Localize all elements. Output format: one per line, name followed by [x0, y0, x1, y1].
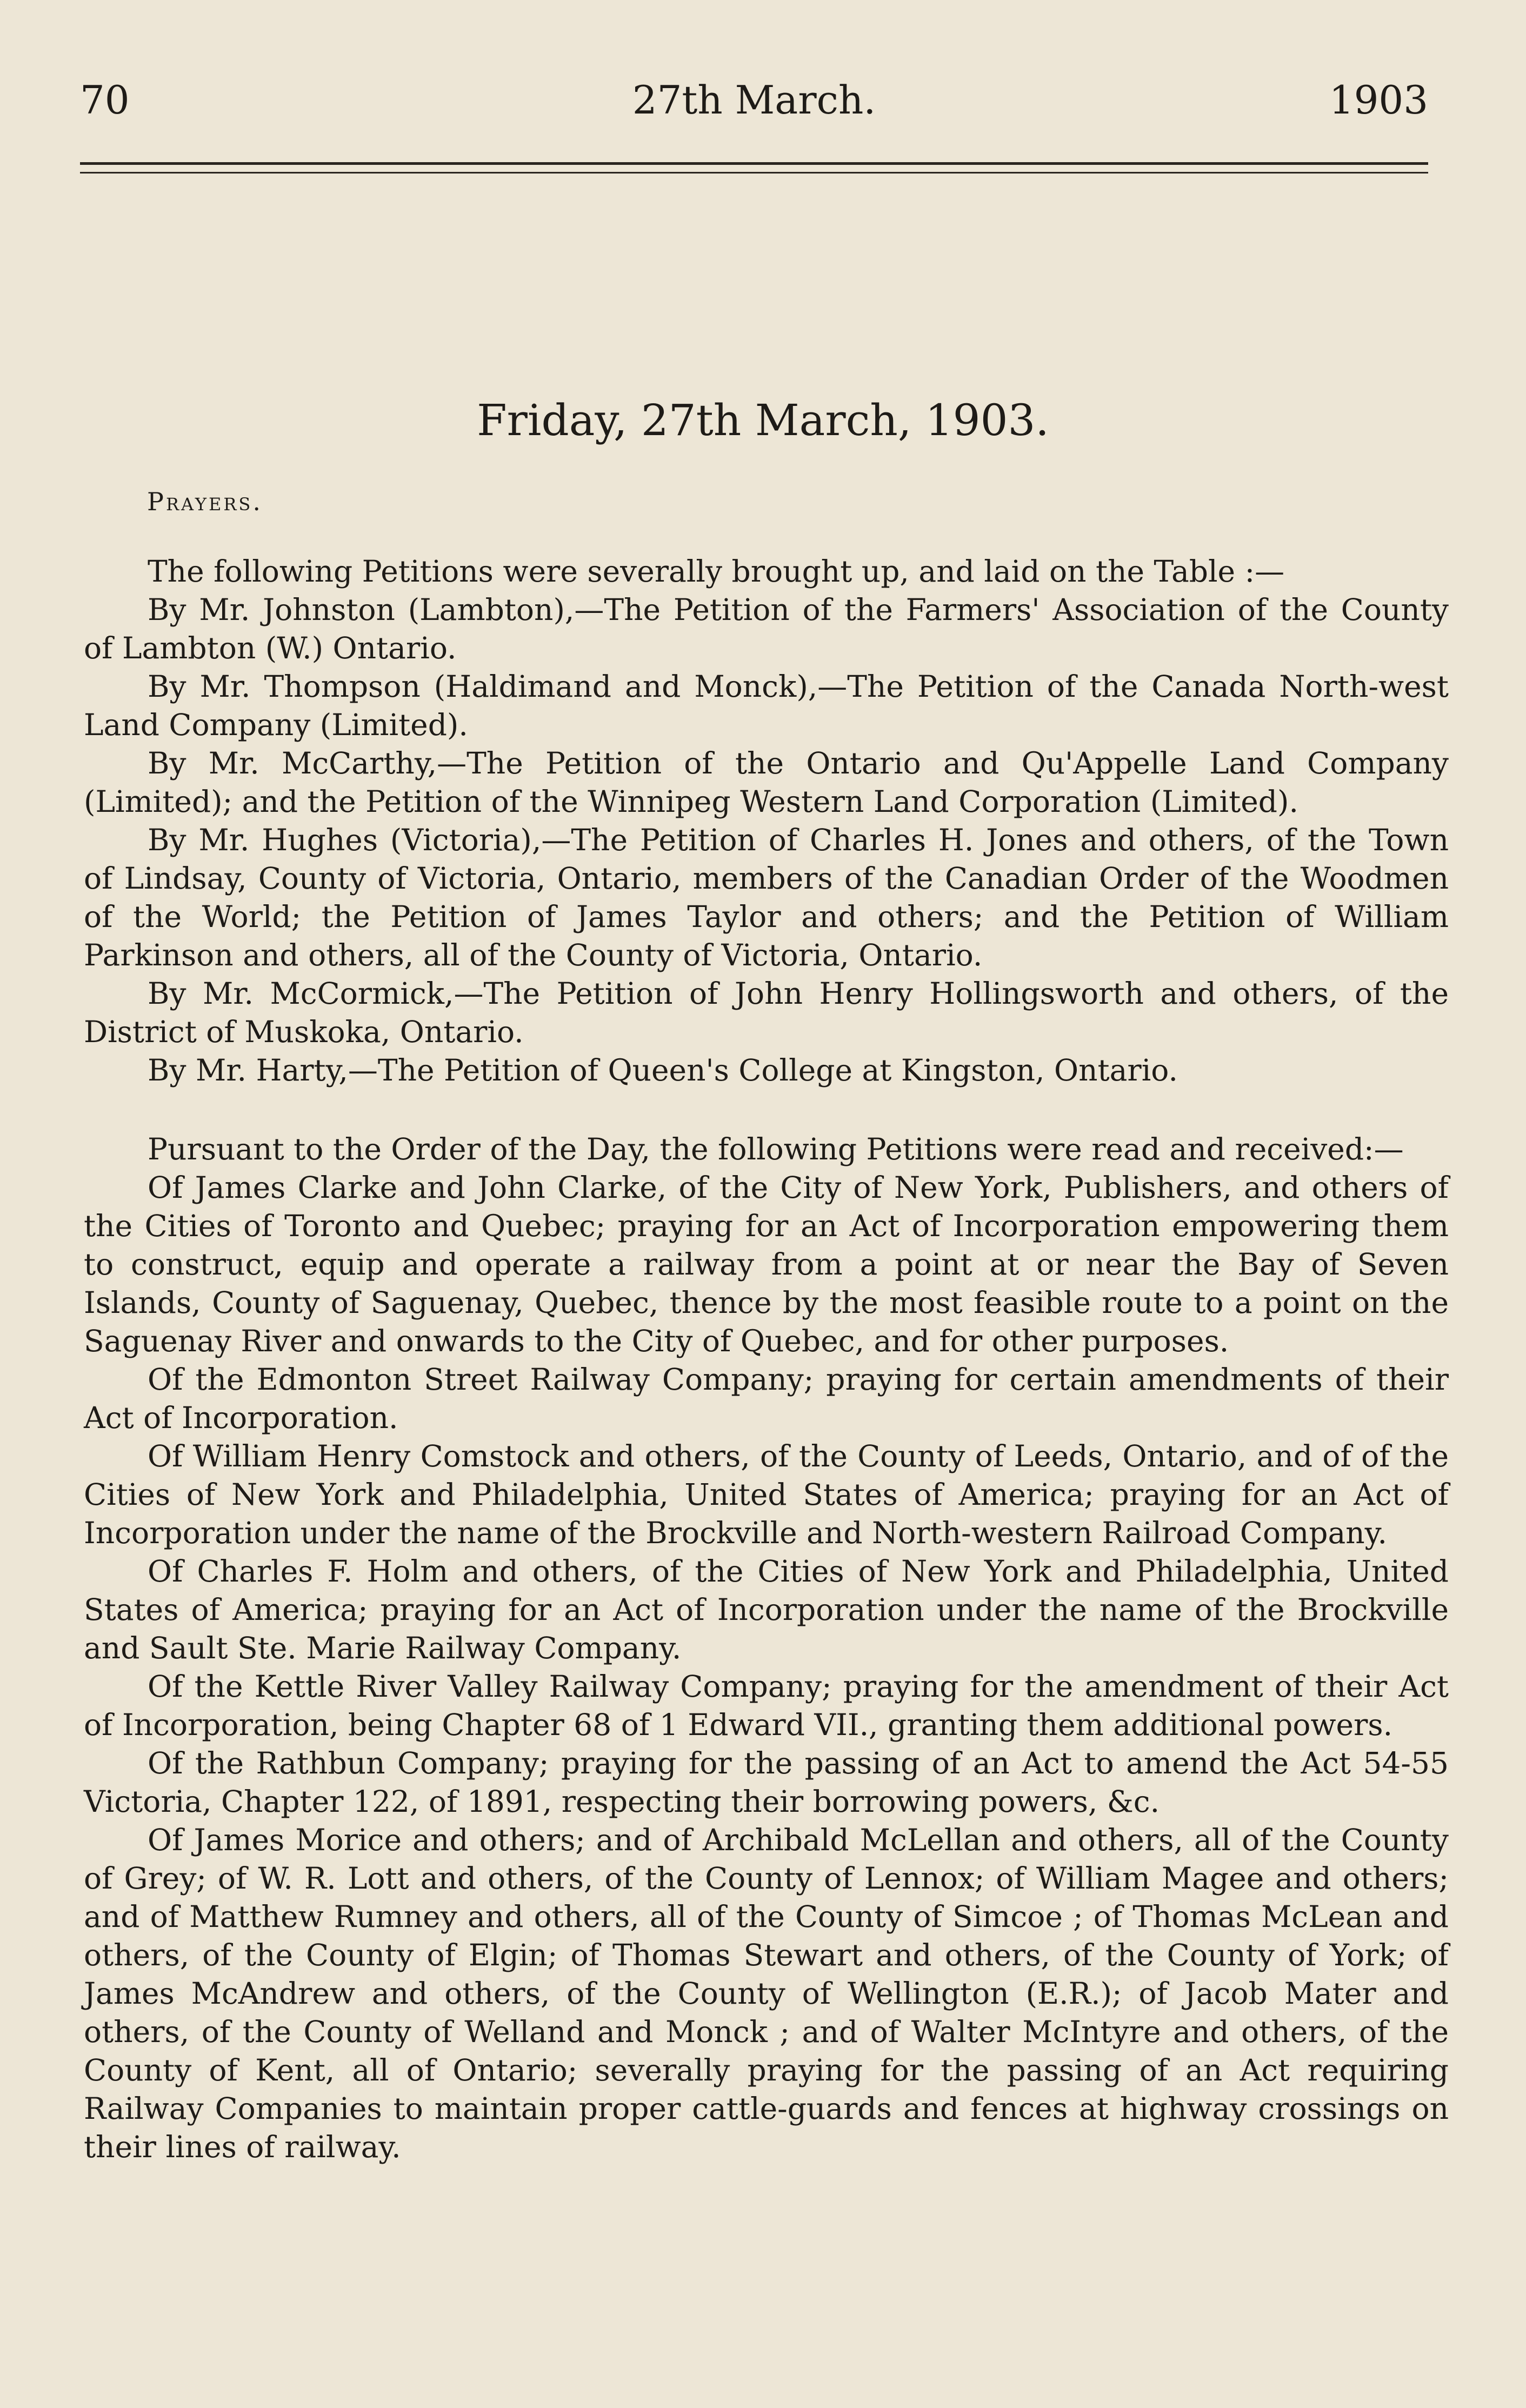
paragraph: By Mr. Johnston (Lambton),—The Petition of the Farmers' Association of the County of Lambton (W.) Ontario. [84, 592, 1449, 665]
paragraph: By Mr. Harty,—The Petition of Queen's College at Kingston, Ontario. [148, 1053, 1178, 1088]
header-year: 1903 [1329, 77, 1428, 123]
header-rule-thick [80, 162, 1428, 165]
paragraph: Of James Clarke and John Clarke, of the City of New York, Publishers, and others of the Cities of Toronto and Quebec; praying for an Act of Incorporation empowering them to construct, equip and operate a railway from a point at or near the Bay of Seven Islands, County of Saguenay, Quebec, thence by the most feasible route to a point on the Saguenay River and onwards to the City of Quebec, and for other purposes. [84, 1170, 1449, 1358]
paragraph: By Mr. McCormick,—The Petition of John Henry Hollingsworth and others, of the District of Muskoka, Ontario. [84, 976, 1449, 1049]
petitions-presented-section [84, 552, 1449, 1090]
paragraph: By Mr. Thompson (Haldimand and Monck),—The Petition of the Canada North-west Land Company (Limited). [84, 669, 1449, 742]
paragraph: The following Petitions were severally brought up, and laid on the Table :— [148, 554, 1285, 589]
day-title: Friday, 27th March, 1903. [477, 395, 1049, 445]
header-date: 27th March. [632, 77, 876, 123]
paragraph: Of the Edmonton Street Railway Company; praying for certain amendments of their Act of Incorporation. [84, 1362, 1449, 1435]
paragraph: Of William Henry Comstock and others, of the County of Leeds, Ontario, and of of the Cities of New York and Philadelphia, United States of America; praying for an Act of Incorporation under the name of the Brockville and North-western Railroad Company. [84, 1439, 1449, 1550]
prayers-text: Prayers. [147, 487, 263, 516]
paragraph: Of James Morice and others; and of Archibald McLellan and others, all of the County of Grey; of W. R. Lott and others, of the County of Lennox; of William Magee and others; and of Matthew Rumney and others, all of the County of Simcoe ; of Thomas McLean and others, of the County of Elgin; of Thomas Stewart and others, of the County of York; of James McAndrew and others, of the County of Wellington (E.R.); of Jacob Mater and others, of the County of Welland and Monck ; and of Walter McIntyre and others, of the County of Kent, all of Ontario; severally praying for the passing of an Act requiring Railway Companies to maintain proper cattle-guards and fences at highway crossings on their lines of railway. [84, 1823, 1449, 2164]
paragraph: Pursuant to the Order of the Day, the following Petitions were read and received:— [148, 1132, 1404, 1166]
paragraph: Of Charles F. Holm and others, of the Cities of New York and Philadelphia, United States of America; praying for an Act of Incorporation under the name of the Brockville and Sault Ste. Marie Railway Company. [84, 1554, 1449, 1665]
header-rule-thin [80, 172, 1428, 174]
prayers-heading [147, 485, 263, 518]
petitions-received-section [84, 1130, 1449, 2166]
running-header [80, 76, 1428, 124]
page-number: 70 [80, 77, 130, 123]
paragraph: By Mr. Hughes (Victoria),—The Petition of Charles H. Jones and others, of the Town of Lindsay, County of Victoria, Ontario, members of the Canadian Order of the Woodmen of the World; the Petition of James Taylor and others; and the Petition of William Parkinson and others, all of the County of Victoria, Ontario. [84, 823, 1449, 972]
paragraph: By Mr. McCarthy,—The Petition of the Ontario and Qu'Appelle Land Company (Limited); and the Petition of the Winnipeg Western Land Corporation (Limited). [84, 746, 1449, 819]
paragraph: Of the Kettle River Valley Railway Company; praying for the amendment of their Act of Incorporation, being Chapter 68 of 1 Edward VII., granting them additional powers. [84, 1669, 1449, 1742]
paragraph: Of the Rathbun Company; praying for the passing of an Act to amend the Act 54-55 Victoria, Chapter 122, of 1891, respecting their borrowing powers, &c. [84, 1746, 1449, 1819]
